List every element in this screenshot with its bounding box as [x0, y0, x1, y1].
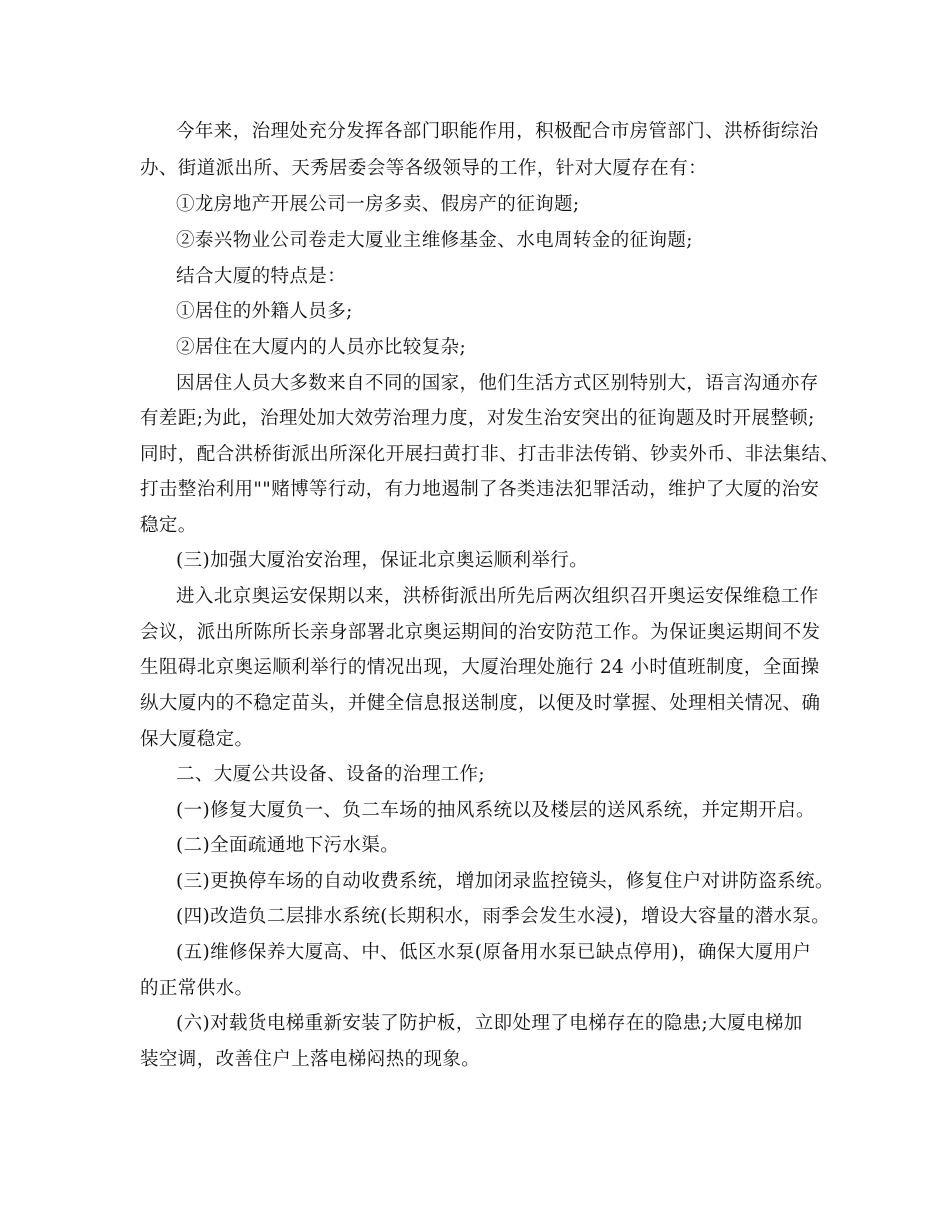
paragraph-line: 稳定。 — [140, 515, 197, 536]
paragraph-line: 因居住人员大多数来自不同的国家，他们生活方式区别特别大，语言沟通亦存 — [176, 373, 819, 394]
paragraph-line: 结合大厦的特点是： — [176, 266, 347, 287]
paragraph-line: 生阻碍北京奥运顺利举行的情况出现，大厦治理处施行 24 小时值班制度，全面操 — [140, 657, 820, 678]
paragraph-line: 办、街道派出所、天秀居委会等各级领导的工作，针对大厦存在有： — [140, 158, 708, 179]
paragraph-line: 装空调，改善住户上落电梯闷热的现象。 — [140, 1049, 481, 1070]
paragraph-line: 今年来，治理处充分发挥各部门职能作用，积极配合市房管部门、洪桥街综治 — [176, 121, 819, 142]
paragraph-line: 打击整治利用""赌博等行动，有力地遏制了各类违法犯罪活动，维护了大厦的治安 — [140, 479, 820, 500]
section-heading: 二、大厦公共设备、设备的治理工作; — [176, 764, 486, 785]
paragraph-line: 进入北京奥运安保期以来，洪桥街派出所先后两次组织召开奥运安保维稳工作 — [176, 586, 819, 607]
section-heading: (三)加强大厦治安治理，保证北京奥运顺利举行。 — [176, 550, 589, 571]
paragraph-line: 纵大厦内的不稳定苗头，并健全信息报送制度，以便及时掌握、处理相关情况、确 — [140, 693, 821, 714]
paragraph-line: 有差距;为此，治理处加大效劳治理力度，对发生治安突出的征询题及时开展整顿; — [140, 408, 815, 429]
list-item: (三)更换停车场的自动收费系统，增加闭录监控镜头，修复住户对讲防盗系统。 — [176, 871, 834, 892]
list-item: (六)对载货电梯重新安装了防护板，立即处理了电梯存在的隐患;大厦电梯加 — [176, 1013, 803, 1034]
list-item: (五)维修保养大厦高、中、低区水泵(原备用水泵已缺点停用)，确保大厦用户 — [176, 942, 812, 963]
paragraph-line: ①龙房地产开展公司一房多卖、假房产的征询题; — [176, 194, 580, 215]
paragraph-line: ①居住的外籍人员多; — [176, 301, 353, 322]
paragraph-line: ②居住在大厦内的人员亦比较复杂; — [176, 337, 467, 358]
paragraph-line: 会议，派出所陈所长亲身部署北京奥运期间的治安防范工作。为保证奥运期间不发 — [140, 622, 821, 643]
list-item: (一)修复大厦负一、负二车场的抽风系统以及楼层的送风系统，并定期开启。 — [176, 800, 815, 821]
paragraph-line: 同时，配合洪桥街派出所深化开展扫黄打非、打击非法传销、钞卖外币、非法集结、 — [140, 444, 840, 465]
paragraph-line: ②泰兴物业公司卷走大厦业主维修基金、水电周转金的征询题; — [176, 230, 693, 251]
list-item: (四)改造负二层排水系统(长期积水，雨季会发生水浸)，增设大容量的潜水泵。 — [176, 906, 831, 927]
paragraph-line: 保大厦稳定。 — [140, 729, 254, 750]
paragraph-line: 的正常供水。 — [140, 978, 254, 999]
list-item: (二)全面疏通地下污水渠。 — [176, 835, 400, 856]
